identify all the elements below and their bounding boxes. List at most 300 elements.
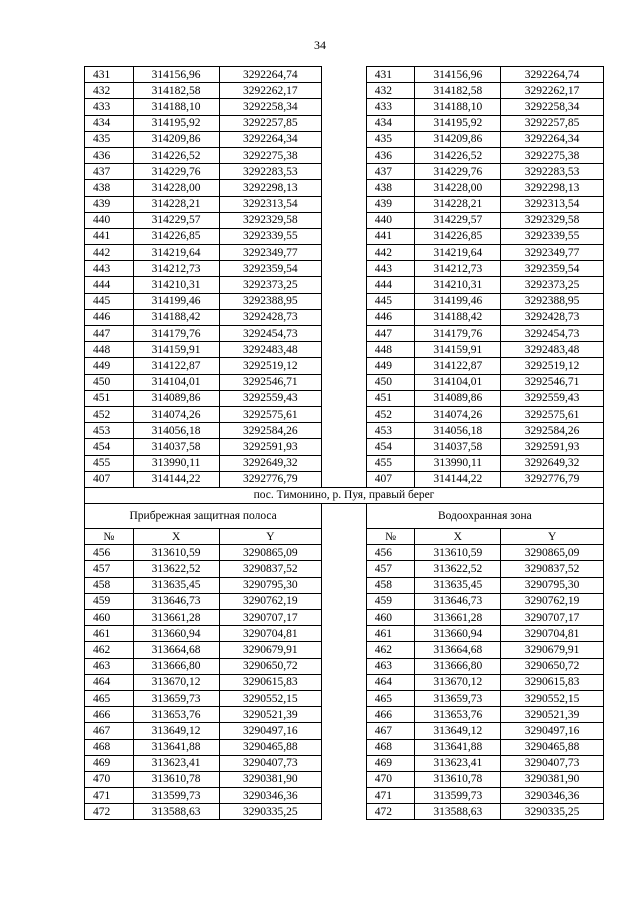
y-coordinate-right: 3292264,34 [501,131,604,147]
x-coordinate-left: 314226,52 [133,147,219,163]
column-gap [322,545,366,561]
x-coordinate-left: 314156,96 [133,67,219,83]
x-coordinate-left: 314159,91 [133,342,219,358]
column-gap [322,358,366,374]
column-gap [322,245,366,261]
y-coordinate-right: 3292298,13 [501,180,604,196]
point-number-left: 449 [85,358,134,374]
point-number-left: 468 [85,739,134,755]
x-coordinate-left: 313990,11 [133,455,219,471]
point-number-right: 453 [366,423,415,439]
point-number-left: 439 [85,196,134,212]
y-coordinate-left: 3292483,48 [219,342,322,358]
point-number-right: 451 [366,390,415,406]
y-coordinate-left: 3290497,16 [219,723,322,739]
point-number-left: 440 [85,212,134,228]
point-number-right: 462 [366,642,415,658]
column-gap [322,423,366,439]
x-coordinate-right: 313670,12 [415,674,501,690]
coordinates-table [84,66,604,820]
x-coordinate-left: 314089,86 [133,390,219,406]
point-number-left: 456 [85,545,134,561]
x-coordinate-right: 313646,73 [415,593,501,609]
y-coordinate-right: 3292258,34 [501,99,604,115]
point-number-left: 407 [85,471,134,487]
column-gap [322,439,366,455]
column-gap [322,277,366,293]
x-coordinate-right: 314179,76 [415,326,501,342]
table-row [85,326,604,342]
x-coordinate-right: 314188,42 [415,309,501,325]
point-number-left: 435 [85,131,134,147]
y-coordinate-right: 3292649,32 [501,455,604,471]
point-number-right: 472 [366,804,415,820]
y-coordinate-right: 3292483,48 [501,342,604,358]
point-number-right: 465 [366,690,415,706]
point-number-left: 469 [85,755,134,771]
table-row [85,83,604,99]
table-row [85,115,604,131]
column-gap [322,788,366,804]
y-coordinate-left: 3290335,25 [219,804,322,820]
y-coordinate-left: 3292575,61 [219,406,322,422]
y-coordinate-right: 3292575,61 [501,406,604,422]
y-coordinate-right: 3292257,85 [501,115,604,131]
x-coordinate-right: 314229,57 [415,212,501,228]
y-coordinate-left: 3292313,54 [219,196,322,212]
top-rows [85,67,604,488]
y-coordinate-right: 3290381,90 [501,771,604,787]
x-coordinate-left: 314226,85 [133,228,219,244]
y-coordinate-left: 3290837,52 [219,561,322,577]
column-gap [322,115,366,131]
point-number-right: 444 [366,277,415,293]
x-coordinate-right: 314219,64 [415,245,501,261]
y-coordinate-left: 3292388,95 [219,293,322,309]
point-number-left: 470 [85,771,134,787]
y-coordinate-right: 3290650,72 [501,658,604,674]
x-coordinate-left: 314199,46 [133,293,219,309]
x-coordinate-left: 314219,64 [133,245,219,261]
y-coordinate-right: 3292283,53 [501,164,604,180]
point-number-left: 467 [85,723,134,739]
point-number-right: 435 [366,131,415,147]
column-gap [322,755,366,771]
point-number-right: 445 [366,293,415,309]
point-number-right: 438 [366,180,415,196]
y-coordinate-right: 3292776,79 [501,471,604,487]
x-coordinate-right: 313990,11 [415,455,501,471]
point-number-left: 455 [85,455,134,471]
column-gap [322,739,366,755]
x-coordinate-right: 313610,78 [415,771,501,787]
x-coordinate-right: 314212,73 [415,261,501,277]
y-coordinate-left: 3292546,71 [219,374,322,390]
x-coordinate-left: 314179,76 [133,326,219,342]
point-number-right: 443 [366,261,415,277]
point-number-right: 469 [366,755,415,771]
column-gap [322,293,366,309]
x-coordinate-right: 314229,76 [415,164,501,180]
point-number-left: 434 [85,115,134,131]
y-coordinate-left: 3290650,72 [219,658,322,674]
y-coordinate-right: 3290521,39 [501,707,604,723]
point-number-right: 466 [366,707,415,723]
table-row [85,180,604,196]
y-coordinate-right: 3292349,77 [501,245,604,261]
table-row [85,212,604,228]
table-row [85,577,604,593]
x-coordinate-left: 313635,45 [133,577,219,593]
table-row [85,593,604,609]
y-coordinate-left: 3290865,09 [219,545,322,561]
y-coordinate-right: 3292428,73 [501,309,604,325]
y-coordinate-left: 3290704,81 [219,626,322,642]
y-coordinate-left: 3290346,36 [219,788,322,804]
x-coordinate-left: 313664,68 [133,642,219,658]
x-coordinate-right: 313622,52 [415,561,501,577]
x-coordinate-right: 313660,94 [415,626,501,642]
y-coordinate-right: 3292388,95 [501,293,604,309]
point-number-left: 436 [85,147,134,163]
column-gap [322,406,366,422]
y-coordinate-right: 3290465,88 [501,739,604,755]
column-gap [322,455,366,471]
x-coordinate-left: 314122,87 [133,358,219,374]
x-coordinate-right: 314210,31 [415,277,501,293]
point-number-left: 457 [85,561,134,577]
y-coordinate-right: 3292373,25 [501,277,604,293]
y-coordinate-left: 3292454,73 [219,326,322,342]
x-coordinate-right: 313635,45 [415,577,501,593]
x-coordinate-right: 313649,12 [415,723,501,739]
table-row [85,788,604,804]
column-gap [322,131,366,147]
point-number-right: 447 [366,326,415,342]
column-gap [322,212,366,228]
point-number-left: 464 [85,674,134,690]
y-coordinate-right: 3290795,30 [501,577,604,593]
point-number-right: 468 [366,739,415,755]
point-number-right: 441 [366,228,415,244]
y-coordinate-right: 3290335,25 [501,804,604,820]
point-number-left: 466 [85,707,134,723]
y-coordinate-right: 3292519,12 [501,358,604,374]
table-row [85,277,604,293]
point-number-right: 436 [366,147,415,163]
table-row [85,674,604,690]
point-number-right: 448 [366,342,415,358]
x-coordinate-right: 313653,76 [415,707,501,723]
table-row [85,261,604,277]
column-gap [322,707,366,723]
y-coordinate-right: 3292329,58 [501,212,604,228]
column-gap [322,504,366,529]
table-row [85,374,604,390]
bottom-rows [85,545,604,820]
x-coordinate-left: 313599,73 [133,788,219,804]
x-coordinate-left: 314212,73 [133,261,219,277]
y-coordinate-right: 3290552,15 [501,690,604,706]
header-num-left: № [85,529,134,545]
column-gap [322,390,366,406]
y-coordinate-left: 3292584,26 [219,423,322,439]
x-coordinate-right: 314056,18 [415,423,501,439]
point-number-right: 452 [366,406,415,422]
x-coordinate-right: 313599,73 [415,788,501,804]
point-number-left: 448 [85,342,134,358]
x-coordinate-right: 314188,10 [415,99,501,115]
header-y-left: Y [219,529,322,545]
y-coordinate-left: 3290679,91 [219,642,322,658]
y-coordinate-right: 3290679,91 [501,642,604,658]
y-coordinate-left: 3292258,34 [219,99,322,115]
x-coordinate-right: 314182,58 [415,83,501,99]
x-coordinate-right: 314226,52 [415,147,501,163]
x-coordinate-left: 314037,58 [133,439,219,455]
column-gap [322,326,366,342]
column-gap [322,261,366,277]
point-number-right: 461 [366,626,415,642]
y-coordinate-left: 3292264,74 [219,67,322,83]
column-gap [322,164,366,180]
y-coordinate-right: 3290707,17 [501,610,604,626]
y-coordinate-left: 3290762,19 [219,593,322,609]
x-coordinate-left: 313641,88 [133,739,219,755]
y-coordinate-right: 3292359,54 [501,261,604,277]
x-coordinate-left: 314195,92 [133,115,219,131]
point-number-left: 453 [85,423,134,439]
y-coordinate-left: 3290707,17 [219,610,322,626]
x-coordinate-left: 314228,00 [133,180,219,196]
table-row [85,455,604,471]
x-coordinate-left: 313588,63 [133,804,219,820]
point-number-left: 461 [85,626,134,642]
table-row [85,131,604,147]
y-coordinate-left: 3290381,90 [219,771,322,787]
x-coordinate-left: 314182,58 [133,83,219,99]
x-coordinate-right: 314159,91 [415,342,501,358]
point-number-right: 442 [366,245,415,261]
y-coordinate-right: 3290837,52 [501,561,604,577]
x-coordinate-left: 313666,80 [133,658,219,674]
y-coordinate-left: 3292559,43 [219,390,322,406]
page-number: 34 [314,38,326,52]
y-coordinate-left: 3292339,55 [219,228,322,244]
table-row [85,99,604,115]
point-number-right: 454 [366,439,415,455]
table-row [85,358,604,374]
table-row [85,67,604,83]
point-number-right: 471 [366,788,415,804]
y-coordinate-right: 3292559,43 [501,390,604,406]
point-number-right: 433 [366,99,415,115]
y-coordinate-right: 3292454,73 [501,326,604,342]
point-number-left: 465 [85,690,134,706]
table-row [85,293,604,309]
table-row [85,309,604,325]
y-coordinate-left: 3292519,12 [219,358,322,374]
y-coordinate-right: 3290497,16 [501,723,604,739]
point-number-left: 444 [85,277,134,293]
column-gap [322,180,366,196]
point-number-left: 432 [85,83,134,99]
section-title: пос. Тимонино, р. Пуя, правый берег [85,487,604,503]
x-coordinate-left: 314229,57 [133,212,219,228]
x-coordinate-right: 313641,88 [415,739,501,755]
point-number-right: 458 [366,577,415,593]
x-coordinate-left: 314188,42 [133,309,219,325]
point-number-right: 459 [366,593,415,609]
x-coordinate-right: 314228,00 [415,180,501,196]
zone-title-right: Водоохранная зона [366,504,603,529]
x-coordinate-right: 314226,85 [415,228,501,244]
y-coordinate-right: 3290762,19 [501,593,604,609]
point-number-right: 457 [366,561,415,577]
x-coordinate-left: 313623,41 [133,755,219,771]
y-coordinate-right: 3290346,36 [501,788,604,804]
table-row [85,771,604,787]
column-gap [322,228,366,244]
column-gap [322,658,366,674]
y-coordinate-right: 3290865,09 [501,545,604,561]
x-coordinate-right: 314037,58 [415,439,501,455]
point-number-left: 431 [85,67,134,83]
table-row [85,545,604,561]
x-coordinate-right: 313664,68 [415,642,501,658]
table-row [85,723,604,739]
y-coordinate-left: 3292275,38 [219,147,322,163]
x-coordinate-left: 314229,76 [133,164,219,180]
point-number-left: 450 [85,374,134,390]
column-gap [322,674,366,690]
point-number-left: 438 [85,180,134,196]
x-coordinate-left: 313660,94 [133,626,219,642]
point-number-left: 463 [85,658,134,674]
y-coordinate-right: 3292546,71 [501,374,604,390]
point-number-right: 460 [366,610,415,626]
table-row [85,739,604,755]
point-number-left: 433 [85,99,134,115]
x-coordinate-right: 314104,01 [415,374,501,390]
column-gap [322,147,366,163]
y-coordinate-left: 3292649,32 [219,455,322,471]
x-coordinate-left: 313622,52 [133,561,219,577]
point-number-right: 437 [366,164,415,180]
column-gap [322,723,366,739]
table-row [85,228,604,244]
column-gap [322,529,366,545]
y-coordinate-left: 3292283,53 [219,164,322,180]
y-coordinate-right: 3290615,83 [501,674,604,690]
x-coordinate-left: 314209,86 [133,131,219,147]
table-row [85,423,604,439]
point-number-right: 431 [366,67,415,83]
point-number-right: 440 [366,212,415,228]
y-coordinate-right: 3292313,54 [501,196,604,212]
x-coordinate-right: 314089,86 [415,390,501,406]
x-coordinate-left: 313646,73 [133,593,219,609]
point-number-left: 471 [85,788,134,804]
point-number-right: 432 [366,83,415,99]
y-coordinate-right: 3292262,17 [501,83,604,99]
header-y-right: Y [501,529,604,545]
point-number-left: 446 [85,309,134,325]
table-row [85,439,604,455]
x-coordinate-left: 314188,10 [133,99,219,115]
column-gap [322,561,366,577]
y-coordinate-left: 3292349,77 [219,245,322,261]
column-gap [322,642,366,658]
x-coordinate-right: 313588,63 [415,804,501,820]
y-coordinate-left: 3292591,93 [219,439,322,455]
column-gap [322,309,366,325]
table-row [85,196,604,212]
y-coordinate-left: 3292329,58 [219,212,322,228]
x-coordinate-left: 314144,22 [133,471,219,487]
point-number-left: 454 [85,439,134,455]
table-row [85,245,604,261]
header-num-right: № [366,529,415,545]
table-row [85,707,604,723]
point-number-left: 437 [85,164,134,180]
point-number-right: 450 [366,374,415,390]
x-coordinate-left: 313670,12 [133,674,219,690]
x-coordinate-left: 313653,76 [133,707,219,723]
table-row [85,164,604,180]
x-coordinate-left: 314074,26 [133,406,219,422]
point-number-left: 452 [85,406,134,422]
section-header [85,487,604,544]
y-coordinate-left: 3290615,83 [219,674,322,690]
table-row [85,406,604,422]
table-row [85,561,604,577]
point-number-right: 463 [366,658,415,674]
x-coordinate-right: 314228,21 [415,196,501,212]
column-gap [322,771,366,787]
x-coordinate-left: 314056,18 [133,423,219,439]
x-coordinate-right: 313610,59 [415,545,501,561]
y-coordinate-left: 3292428,73 [219,309,322,325]
point-number-right: 456 [366,545,415,561]
table-row [85,804,604,820]
y-coordinate-right: 3292264,74 [501,67,604,83]
point-number-left: 460 [85,610,134,626]
table-row [85,658,604,674]
x-coordinate-right: 313623,41 [415,755,501,771]
column-gap [322,67,366,83]
column-gap [322,610,366,626]
column-gap [322,690,366,706]
x-coordinate-left: 314210,31 [133,277,219,293]
point-number-left: 451 [85,390,134,406]
x-coordinate-right: 314144,22 [415,471,501,487]
y-coordinate-left: 3292298,13 [219,180,322,196]
point-number-left: 441 [85,228,134,244]
point-number-left: 445 [85,293,134,309]
column-gap [322,593,366,609]
x-coordinate-right: 313659,73 [415,690,501,706]
x-coordinate-left: 313610,59 [133,545,219,561]
point-number-right: 470 [366,771,415,787]
point-number-right: 446 [366,309,415,325]
y-coordinate-left: 3292262,17 [219,83,322,99]
table-row [85,755,604,771]
header-x-left: X [133,529,219,545]
point-number-right: 455 [366,455,415,471]
point-number-left: 459 [85,593,134,609]
y-coordinate-right: 3292584,26 [501,423,604,439]
